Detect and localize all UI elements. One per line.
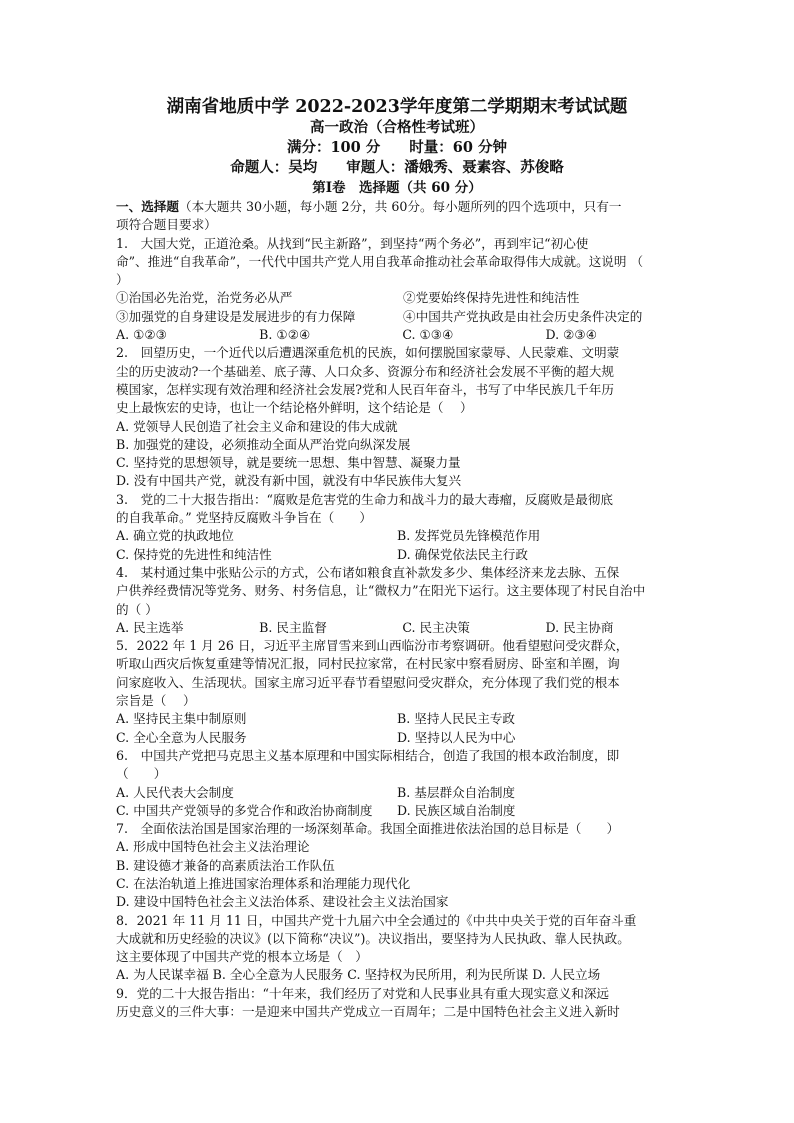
option-d: D. 没有中国共产党，就没有新中国，就没有中华民族伟大复兴: [116, 473, 462, 489]
authors: 命题人：吴均 审题人：潘娥秀、聂素容、苏俊略: [230, 159, 564, 176]
question-text-line: 6. 中国共产党把马克思主义基本原理和中国实际相结合，创造了我国的根本政治制度，即: [116, 747, 620, 763]
option-c: C. 民主决策: [402, 619, 470, 635]
option-d: D. 坚持以人民为中心: [397, 729, 516, 745]
options-row: [116, 729, 678, 747]
option-b: B. 基层群众自治制度: [397, 784, 516, 800]
options-line: A. 为人民谋幸福 B. 全心全意为人民服务 C. 坚持权为民所用，利为民所谋 D. 人民立场: [116, 967, 601, 983]
question-text-line: 命”、推进“自我革命”，一代代中国共产党人用自我革命推动社会革命取得伟大成就。这说明 （: [116, 253, 644, 269]
option-a: A. 坚持民主集中制原则: [116, 711, 247, 727]
option-a: A. 人民代表大会制度: [116, 784, 234, 800]
options-row: [116, 784, 678, 802]
option-c: C. 在法治轨道上推进国家治理体系和治理能力现代化: [116, 875, 411, 891]
statement-row: [116, 289, 678, 307]
statement: ②党要始终保持先进性和纯洁性: [403, 290, 580, 306]
question-text-line: 2. 回望历史，一个近代以后遭遇深重危机的民族，如何摆脱国家蒙辱、人民蒙难、文明蒙: [116, 345, 620, 361]
question-text-line: 户供养经费情况等党务、财务、村务信息，让“微权力”在阳光下运行。这主要体现了村民自治中: [116, 583, 646, 599]
exam-page: [116, 96, 678, 1021]
question-text-line: 宗旨是（ ）: [116, 693, 196, 709]
question-text-line: 听取山西灾后恢复重建等情况汇报，同村民拉家常，在村民家中察看厨房、卧室和羊圈，询: [116, 656, 620, 672]
exam-subject: 高一政治（合格性考试班）: [310, 119, 484, 136]
score-time: 满分：100 分 时量：60 分钟: [286, 139, 508, 156]
question-text-line: 1. 大国大党，正道沧桑。从找到“民主新路”，到坚持“两个务必”，再到牢记“初心使: [116, 235, 589, 251]
question-text-line: 的（ ）: [116, 601, 158, 617]
question-1: [116, 235, 678, 345]
options-row: [116, 546, 678, 564]
option-c: C. 中国共产党领导的多党合作和政治协商制度: [116, 802, 373, 818]
question-text-line: （ ）: [116, 766, 167, 782]
question-text-line: 大成就和历史经验的决议》(以下简称“决议”)。决议指出，要坚持为人民执政、靠人民执政。: [116, 930, 630, 946]
question-6: [116, 747, 678, 820]
question-text-line: 4. 某村通过集中张贴公示的方式，公布诸如粮食直补款发多少、集体经济来龙去脉、五保: [116, 564, 620, 580]
question-text-line: 7. 全面依法治国是国家治理的一场深刻革命。我国全面推进依法治国的总目标是（ ）: [116, 821, 620, 837]
section-intro: 一、选择题（本大题共 30小题，每小题 2分，共 60分。每小题所列的四个选项中，只有一: [116, 199, 622, 214]
option-b: B. 建设德才兼备的高素质法治工作队伍: [116, 857, 335, 873]
option-d: D. 确保党依法民主行政: [397, 546, 528, 562]
option-a: A. 党领导人民创造了社会主义命和建设的伟大成就: [116, 418, 398, 434]
option-a: A. 确立党的执政地位: [116, 528, 234, 544]
options-row: [116, 802, 678, 820]
option-a: A. 形成中国特色社会主义法治理论: [116, 839, 310, 855]
option-b: B. ①②④: [259, 327, 311, 343]
question-text-line: 尘的历史波动?一个基础差、底子薄、人口众多、资源分布和经济社会发展不平衡的超大规: [116, 363, 614, 379]
question-8: [116, 912, 678, 985]
question-text-line: ）: [116, 272, 129, 288]
option-d: D. 民主协商: [545, 619, 614, 635]
question-text-line: 史上最恢宏的史诗，也让一个结论格外鲜明，这个结论是（ ）: [116, 400, 473, 416]
statement-row: [116, 308, 678, 326]
question-text-line: 问家庭收入、生活现状。国家主席习近平春节看望慰问受灾群众，充分体现了我们党的根本: [116, 674, 620, 690]
section-intro-cont: 项符合题目要求）: [116, 217, 217, 233]
volume-heading: 第Ⅰ卷 选择题（共 60 分）: [312, 180, 482, 196]
option-b: B. 发挥党员先锋模范作用: [397, 528, 541, 544]
question-text-line: 3. 党的二十大报告指出：“腐败是危害党的生命力和战斗力的最大毒瘤，反腐败是最彻底: [116, 491, 614, 507]
option-c: C. ①③④: [402, 327, 454, 343]
question-text-line: 的自我革命。” 党坚持反腐败斗争旨在（ ）: [116, 510, 373, 526]
option-c: C. 全心全意为人民服务: [116, 729, 247, 745]
question-text-line: 历史意义的三件大事：一是迎来中国共产党成立一百周年；二是中国特色社会主义进入新时: [116, 1004, 620, 1020]
question-text-line: 这主要体现了中国共产党的根本立场是（ ）: [116, 949, 368, 965]
statement: ④中国共产党执政是由社会历史条件决定的: [403, 308, 643, 324]
options-row: [116, 326, 678, 344]
option-b: B. 民主监督: [259, 619, 327, 635]
statement: ①治国必先治党，治党务必从严: [116, 290, 293, 306]
option-d: D. 民族区域自治制度: [397, 802, 516, 818]
question-3: [116, 491, 678, 564]
option-d: D. 建设中国特色社会主义法治体系、建设社会主义法治国家: [116, 894, 449, 910]
option-c: C. 坚持党的思想领导，就是要统一思想、集中智慧、凝聚力量: [116, 455, 461, 471]
options-row: [116, 527, 678, 545]
statement: ③加强党的自身建设是发展进步的有力保障: [116, 308, 356, 324]
option-d: D. ②③④: [545, 327, 597, 343]
question-5: [116, 637, 678, 747]
question-4: [116, 564, 678, 637]
option-a: A. ①②③: [116, 327, 167, 343]
options-row: [116, 710, 678, 728]
exam-title: 湖南省地质中学 2022-2023学年度第二学期期末考试试题: [166, 97, 628, 117]
option-b: B. 加强党的建设，必须推动全面从严治党向纵深发展: [116, 436, 411, 452]
options-row: [116, 619, 678, 637]
question-text-line: 9．党的二十大报告指出：“十年来，我们经历了对党和人民事业具有重大现实意义和深远: [116, 985, 610, 1001]
question-text-line: 5．2022 年 1 月 26 日，习近平主席冒雪来到山西临汾市考察调研。他看望慰问受灾群众，: [116, 638, 629, 654]
section-heading: 一、选择题: [116, 199, 179, 214]
option-c: C. 保持党的先进性和纯洁性: [116, 546, 272, 562]
option-b: B. 坚持人民民主专政: [397, 711, 516, 727]
question-7: [116, 820, 678, 911]
question-text-line: 8．2021 年 11 月 11 日，中国共产党十九届六中全会通过的《中共中央关于党的百年奋斗重: [116, 912, 637, 928]
question-2: [116, 344, 678, 490]
question-9: [116, 985, 678, 1022]
option-a: A. 民主选举: [116, 619, 184, 635]
question-text-line: 模国家，怎样实现有效治理和经济社会发展?党和人民百年奋斗，书写了中华民族几千年历: [116, 381, 614, 397]
